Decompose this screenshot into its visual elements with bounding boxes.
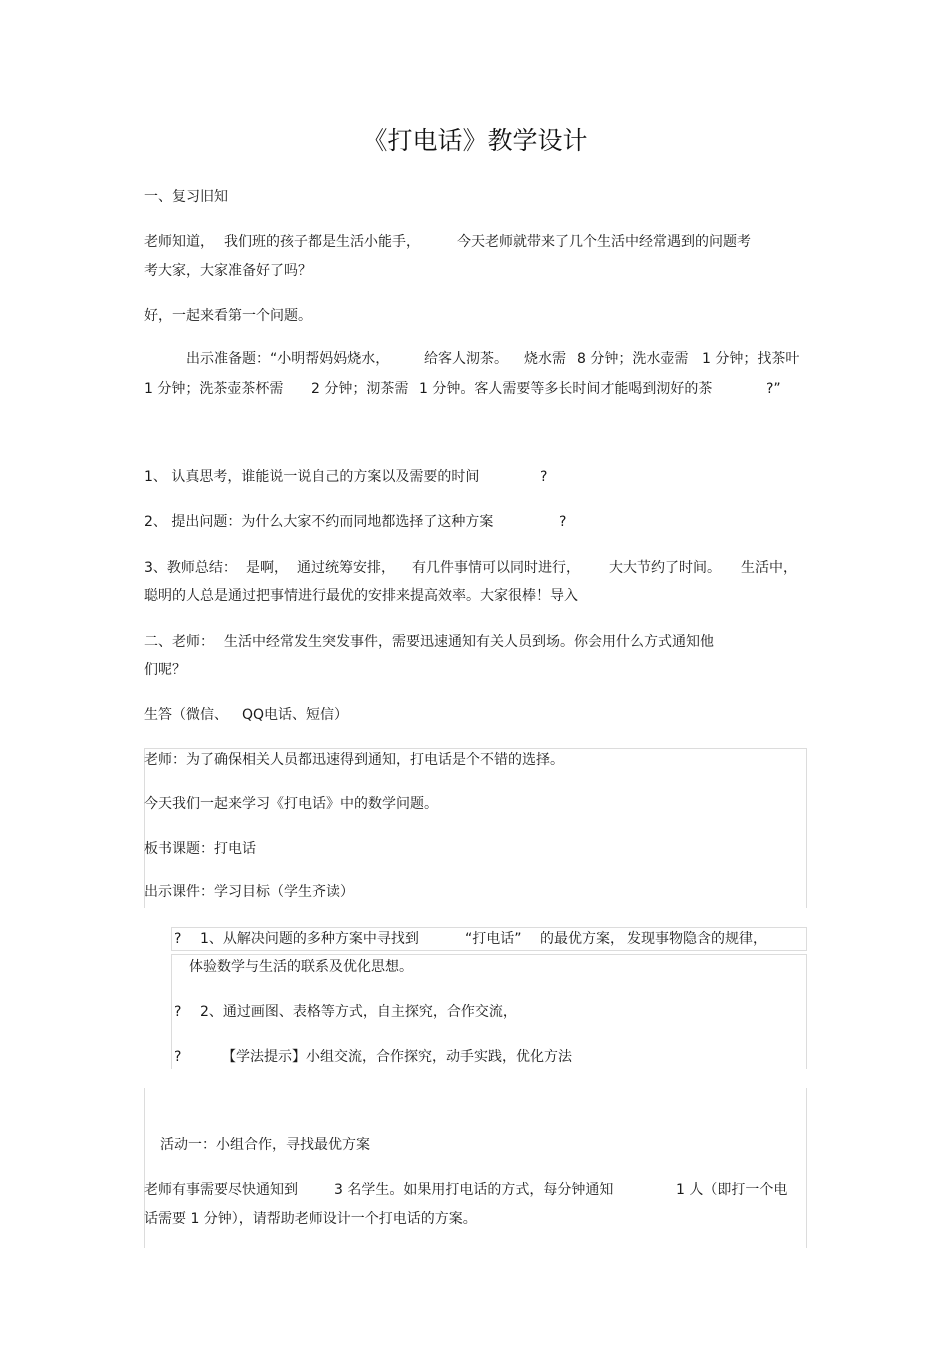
activity1-line1-part3: 1 人（即打一个电: [676, 1182, 788, 1198]
activity1-line2: 话需要 1 分钟），请帮助老师设计一个打电话的方案。: [144, 1211, 477, 1227]
step3-line1-part1: 3、教师总结：: [144, 560, 237, 576]
problem-line2-part1: 1 分钟；洗茶壶茶杯需: [144, 381, 284, 397]
section2-line1-part1: 二、老师：: [144, 634, 214, 650]
objectives-box-left-border: [171, 954, 172, 1069]
step3-line1-part4: 有几件事情可以同时进行，: [412, 560, 580, 576]
problem-line1-part5: 1 分钟；找茶叶: [702, 351, 800, 367]
box1-line4: 出示课件：学习目标（学生齐读）: [144, 884, 354, 900]
box1-line1: 老师：为了确保相关人员都迅速得到通知，打电话是个不错的选择。: [144, 752, 564, 768]
objective1-part1: 1、从解决问题的多种方案中寻找到: [200, 931, 419, 947]
objective1-part4: 发现事物隐含的规律，: [627, 931, 767, 947]
student-answer-part1: 生答（微信、: [144, 707, 228, 723]
box1-right-border: [806, 748, 807, 908]
box1-top-border: [144, 748, 807, 749]
objective1-part2: “打电话”: [465, 931, 522, 947]
step3-line1-part6: 生活中，: [741, 560, 797, 576]
step1-mark: ?: [540, 469, 548, 485]
objectives-box-top-border: [171, 954, 807, 955]
problem-line1-part3: 烧水需: [524, 351, 566, 367]
objective3-bullet: ?: [174, 1049, 182, 1065]
objective1-bullet: ?: [174, 931, 182, 947]
box1-line3: 板书课题：打电话: [144, 841, 256, 857]
objective2-bullet: ?: [174, 1004, 182, 1020]
student-answer-part2: QQ电话、短信）: [242, 707, 349, 723]
problem-line2-part3: 1 分钟。客人需要等多长时间才能喝到沏好的茶: [419, 381, 713, 397]
activity1-line1-part1: 老师有事需要尽快通知到: [144, 1182, 298, 1198]
first-question-text: 好，一起来看第一个问题。: [144, 308, 312, 324]
section2-line1-part2: 生活中经常发生突发事件，需要迅速通知有关人员到场。你会用什么方式通知他: [224, 634, 714, 650]
objective1-part3: 的最优方案，: [540, 931, 624, 947]
step2-mark: ?: [559, 514, 567, 530]
problem-line1-part1: 出示准备题：“小明帮妈妈烧水，: [186, 351, 390, 367]
step1-text: 1、 认真思考，谁能说一说自己的方案以及需要的时间: [144, 469, 480, 485]
section-heading-review: 一、复习旧知: [144, 189, 228, 205]
objectives-box-right-border: [806, 954, 807, 1069]
activity1-line1-part2: 3 名学生。如果用打电话的方式，每分钟通知: [334, 1182, 614, 1198]
document-title: 《打电话》教学设计: [362, 126, 588, 155]
step2-text: 2、 提出问题：为什么大家不约而同地都选择了这种方案: [144, 514, 494, 530]
step3-line2: 聪明的人总是通过把事情进行最优的安排来提高效率。大家很棒！导入: [144, 588, 578, 604]
box1-line2: 今天我们一起来学习《打电话》中的数学问题。: [144, 796, 438, 812]
problem-line1-part4: 8 分钟；洗水壶需: [577, 351, 689, 367]
activity-box-right-border: [806, 1088, 807, 1248]
problem-line1-part2: 给客人沏茶。: [424, 351, 508, 367]
intro-line1-part1: 老师知道，: [144, 234, 214, 250]
intro-line1-part3: 今天老师就带来了几个生活中经常遇到的问题考: [457, 234, 751, 250]
problem-line2-part4: ?”: [766, 381, 781, 397]
objective2-text: 2、通过画图、表格等方式，自主探究，合作交流，: [200, 1004, 517, 1020]
activity1-heading: 活动一：小组合作，寻找最优方案: [160, 1137, 370, 1153]
step3-line1-part3: 通过统筹安排，: [297, 560, 395, 576]
step3-line1-part2: 是啊，: [246, 560, 288, 576]
intro-line1-part2: 我们班的孩子都是生活小能手，: [224, 234, 420, 250]
objective1-continuation: 体验数学与生活的联系及优化思想。: [189, 959, 413, 975]
step3-line1-part5: 大大节约了时间。: [609, 560, 721, 576]
objective3-text: 【学法提示】小组交流，合作探究，动手实践，优化方法: [222, 1049, 572, 1065]
problem-line2-part2: 2 分钟；沏茶需: [311, 381, 409, 397]
intro-line2: 考大家，大家准备好了吗？: [144, 263, 312, 279]
section2-line2: 们呢？: [144, 662, 186, 678]
